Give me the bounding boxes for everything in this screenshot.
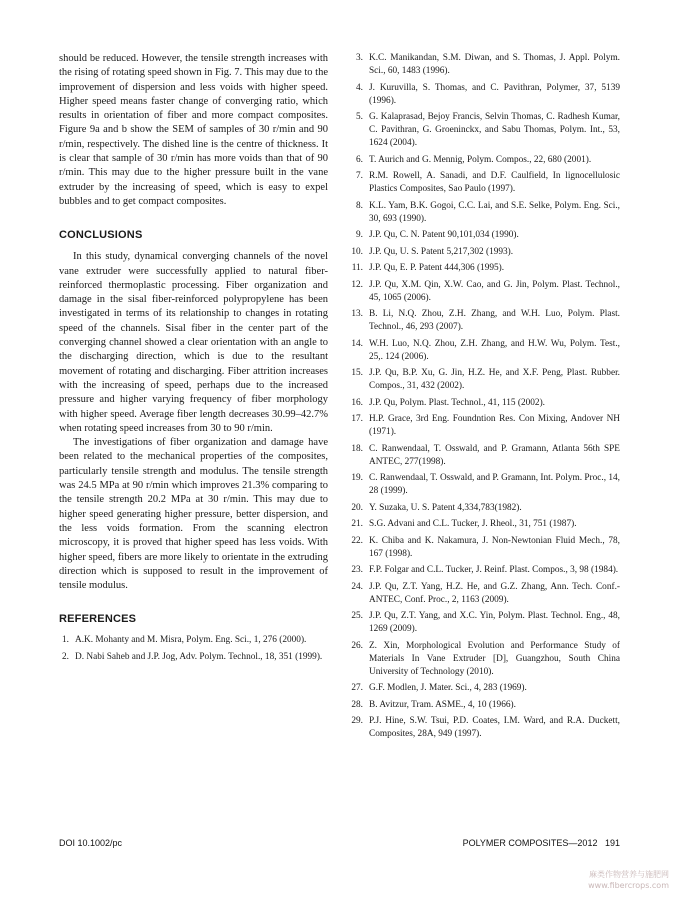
reference-item [345, 111, 620, 150]
reference-number: 28. [351, 699, 363, 710]
conclusions-paragraph-2: The investigations of fiber organization and damage have been related to the mechanical properties of the composites, particularly tensile strength and modulus. The tensile strength was 24.5 MPa at 90 r/min which improves 21.3% comparing to the tensile strength 20.2 MPa at 30 r/min. This may due to higher speed generating higher pressure, better dispersion, and the less voids formation. From the scanning electron microscopy, it is proved that higher speed has less voids. With higher speed, fibers are more likely to orientate in the extruding direction which is supposed to result in the improvement of tensile modulus. [59, 437, 328, 592]
reference-item [345, 308, 620, 334]
reference-number: 10. [351, 246, 363, 257]
reference-text: K.L. Yam, B.K. Gogoi, C.C. Lai, and S.E. Selke, Polym. Eng. Sci., 30, 693 (1990). [369, 200, 620, 224]
reference-item [345, 229, 620, 242]
reference-number: 16. [351, 397, 363, 408]
reference-number: 13. [351, 309, 363, 319]
reference-text: J.P. Qu, C. N. Patent 90,101,034 (1990). [369, 230, 519, 240]
reference-text: K.C. Manikandan, S.M. Diwan, and S. Thomas, J. Appl. Polym. Sci., 60, 1483 (1996). [369, 53, 620, 76]
footer-journal [463, 838, 620, 848]
reference-text: K. Chiba and K. Nakamura, J. Non-Newtonian Fluid Mech., 78, 167 (1998). [369, 535, 620, 559]
reference-text: C. Ranwendaal, T. Osswald, and P. Gramann, Atlanta 56th SPE ANTEC, 277(1998). [369, 443, 620, 467]
reference-number: 6. [356, 154, 363, 165]
reference-item [345, 338, 620, 364]
reference-item [345, 170, 620, 196]
references-list-left [59, 634, 328, 664]
reference-item [345, 581, 620, 607]
reference-item [345, 262, 620, 275]
reference-number: 12. [351, 279, 363, 290]
reference-item [345, 52, 620, 78]
reference-number: 1. [62, 635, 69, 646]
reference-item [345, 367, 620, 393]
conclusions-heading: CONCLUSIONS [59, 229, 143, 242]
reference-number: 11. [351, 263, 363, 273]
reference-text: J.P. Qu, B.P. Xu, G. Jin, H.Z. He, and X.F. Peng, Plast. Rubber. Compos., 31, 432 (2002). [369, 368, 620, 391]
reference-text: R.M. Rowell, A. Sanadi, and D.F. Caulfield, In lignocellulosic Plastics Composites, Sao Paulo (1997). [369, 171, 620, 194]
reference-item [345, 472, 620, 498]
conclusions-paragraph-1: In this study, dynamical converging channels of the novel vane extruder were successfully applied to natural fiber-reinforced thermoplastic processing. Fiber organization and damage in the sisal fiber-reinforced polypropylene has been investigated in terms of its relationship to changes in rotating speed of the channels. Sisal fiber in the center part of the converging channel showed a clear orientation with an angle to the discharging direction, which is due to the resultant movement of rotating and discharging. Fiber attrition increases with the increasing of speed, perhaps due to the increased pressure and higher varying frequency of fiber morphology with higher speed. Average fiber length decreases 30.99–42.7% when rotating speed increases from 30 to 90 r/min. [59, 251, 328, 434]
reference-number: 15. [351, 368, 363, 378]
reference-item [345, 640, 620, 679]
reference-number: 7. [356, 171, 363, 181]
reference-text: F.P. Folgar and C.L. Tucker, J. Reinf. Plast. Compos., 3, 98 (1984). [369, 565, 619, 575]
watermark [588, 869, 669, 891]
reference-number: 4. [356, 82, 363, 93]
reference-item [59, 634, 328, 647]
footer-doi: DOI 10.1002/pc [59, 838, 123, 848]
reference-text: A.K. Mohanty and M. Misra, Polym. Eng. Sci., 1, 276 (2000). [75, 635, 307, 646]
reference-text: J.P. Qu, E. P. Patent 444,306 (1995). [369, 263, 505, 273]
reference-text: S.G. Advani and C.L. Tucker, J. Rheol., 31, 751 (1987). [369, 519, 577, 529]
reference-text: B. Li, N.Q. Zhou, Z.H. Zhang, and W.H. Luo, Polym. Plast. Technol., 46, 293 (2007). [369, 309, 620, 332]
watermark-line-1: 麻类作物营养与施肥网 [589, 870, 669, 879]
reference-number: 22. [351, 535, 363, 546]
reference-number: 25. [351, 611, 363, 621]
reference-item [345, 502, 620, 515]
reference-text: J.P. Qu, Z.T. Yang, H.Z. He, and G.Z. Zhang, Ann. Tech. Conf.-ANTEC, Conf. Proc., 2, 1163 (2009). [369, 581, 620, 605]
reference-text: T. Aurich and G. Mennig, Polym. Compos., 22, 680 (2001). [369, 154, 592, 165]
right-column [345, 52, 620, 745]
reference-item [345, 154, 620, 167]
reference-number: 23. [351, 565, 363, 575]
reference-text: P.J. Hine, S.W. Tsui, P.D. Coates, I.M. Ward, and R.A. Duckett, Composites, 28A, 949 (1997). [369, 716, 620, 739]
reference-number: 29. [351, 716, 363, 726]
reference-number: 3. [356, 53, 363, 63]
reference-number: 14. [351, 338, 363, 349]
references-heading: REFERENCES [59, 613, 137, 626]
reference-number: 17. [351, 414, 363, 424]
reference-number: 20. [351, 502, 363, 513]
reference-item [345, 397, 620, 410]
reference-item [345, 715, 620, 741]
reference-number: 2. [62, 651, 69, 662]
reference-number: 9. [356, 230, 363, 240]
reference-item [345, 82, 620, 108]
footer-journal-name: POLYMER COMPOSITES—2012 [462, 838, 598, 848]
reference-text: C. Ranwendaal, T. Osswald, and P. Gramann, Int. Polym. Proc., 14, 28 (1999). [369, 473, 620, 496]
watermark-line-2: www.fibercrops.com [588, 881, 669, 890]
reference-text: J. Kuruvilla, S. Thomas, and C. Pavithran, Polymer, 37, 5139 (1996). [369, 82, 620, 106]
reference-number: 21. [351, 519, 363, 529]
reference-item [345, 518, 620, 531]
reference-item [345, 443, 620, 469]
reference-item [345, 200, 620, 226]
left-column [59, 52, 328, 667]
reference-item [345, 699, 620, 712]
reference-number: 26. [351, 640, 363, 651]
reference-text: J.P. Qu, Z.T. Yang, and X.C. Yin, Polym. Plast. Technol. Eng., 48, 1269 (2009). [369, 611, 620, 634]
reference-text: J.P. Qu, X.M. Qin, X.W. Cao, and G. Jin, Polym. Plast. Technol., 45, 1065 (2006). [369, 279, 620, 303]
reference-text: J.P. Qu, U. S. Patent 5,217,302 (1993). [369, 246, 514, 257]
reference-number: 27. [351, 683, 363, 693]
reference-number: 18. [351, 443, 363, 454]
reference-item [345, 279, 620, 305]
reference-item [345, 246, 620, 259]
reference-item [345, 535, 620, 561]
footer-page-number: 191 [604, 838, 620, 848]
reference-text: Z. Xin, Morphological Evolution and Performance Study of Materials In Vane Extruder [D], Guangzhou, South China University of Technology (2010). [369, 640, 620, 677]
reference-item [59, 651, 328, 664]
reference-text: Y. Suzaka, U. S. Patent 4,334,783(1982). [369, 502, 522, 513]
reference-text: B. Avitzur, Tram. ASME., 4, 10 (1966). [369, 699, 516, 710]
reference-text: H.P. Grace, 3rd Eng. Foundntion Res. Con Mixing, Andover NH (1971). [369, 414, 620, 437]
reference-text: J.P. Qu, Polym. Plast. Technol., 41, 115 (2002). [369, 397, 545, 408]
reference-text: D. Nabi Saheb and J.P. Jog, Adv. Polym. Technol., 18, 351 (1999). [75, 651, 323, 662]
reference-number: 5. [356, 112, 363, 122]
reference-item [345, 610, 620, 636]
reference-text: G.F. Modlen, J. Mater. Sci., 4, 283 (1969). [369, 683, 527, 693]
reference-number: 8. [356, 200, 363, 211]
reference-text: W.H. Luo, N.Q. Zhou, Z.H. Zhang, and H.W. Wu, Polym. Test., 25,. 124 (2006). [369, 338, 620, 362]
reference-item [345, 564, 620, 577]
references-list-right [345, 52, 620, 741]
reference-item [345, 682, 620, 695]
reference-text: G. Kalaprasad, Bejoy Francis, Selvin Thomas, C. Radhesh Kumar, C. Pavithran, G. Groeninckx, and Sabu Thomas, Polym. Int., 53, 1624 (2004). [369, 112, 620, 148]
body-paragraph: should be reduced. However, the tensile strength increases with the rising of rotating speed shown in Fig. 7. This may due to the improvement of dispersion and less voids with higher speed. Higher speed means faster change of converging ratio, which results in orientation of fiber and more compact composites. Figure 9a and b show the SEM of samples of 30 r/min and 90 r/min, respectively. The dished line is the centre of thickness. It is clear that sample of 30 r/min has more voids than that of 90 r/min. This may due to the higher pressure built in the vane extruder by the increasing of speed, which is easy to expel bubbles and to get compact composites. [59, 53, 328, 207]
reference-item [345, 413, 620, 439]
reference-number: 19. [351, 473, 363, 483]
reference-number: 24. [351, 581, 363, 592]
